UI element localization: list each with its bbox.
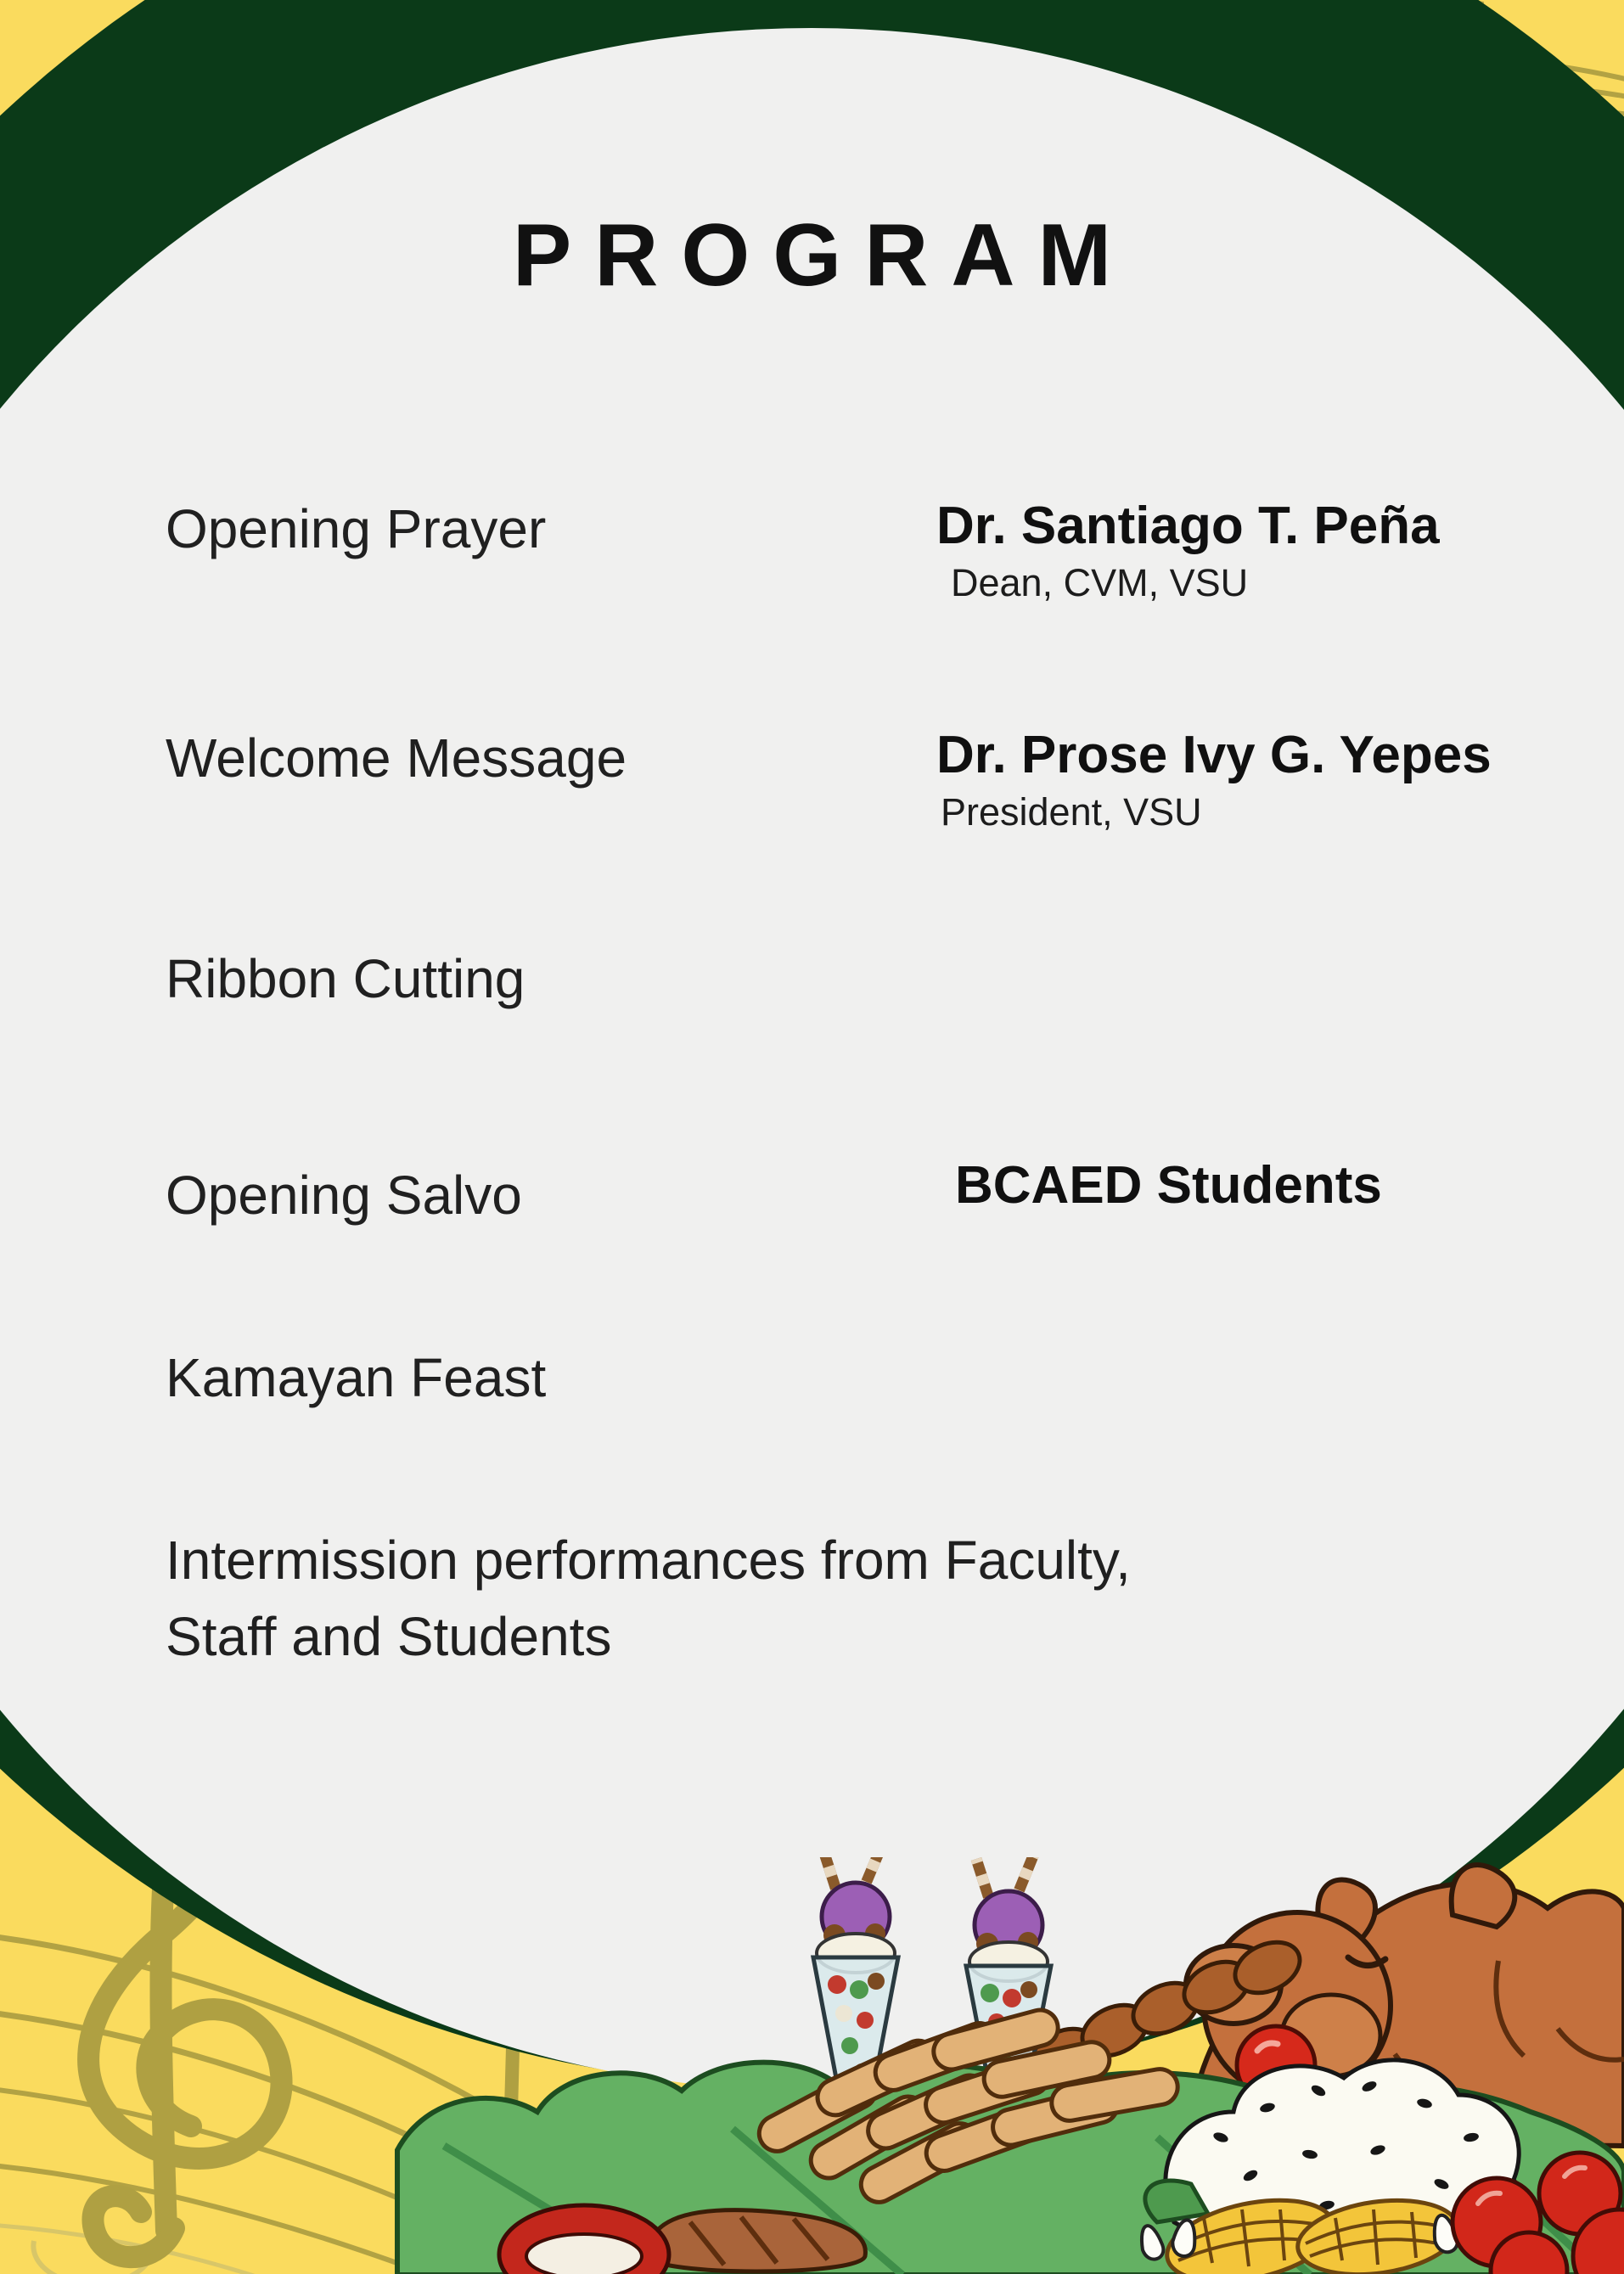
program-item-label: Kamayan Feast xyxy=(166,1347,547,1408)
program-panel xyxy=(0,28,1624,2091)
kamayan-food-illustration xyxy=(393,1857,1624,2274)
program-item-label-line2: Staff and Students xyxy=(166,1606,612,1667)
program-item-role: Dean, CVM, VSU xyxy=(951,561,1249,604)
program-item-label: Ribbon Cutting xyxy=(166,948,525,1009)
program-item-presenter: Dr. Prose Ivy G. Yepes xyxy=(936,726,1492,784)
program-item-label: Opening Salvo xyxy=(166,1165,522,1226)
page-title: PROGRAM xyxy=(512,206,1135,305)
program-item-label-line1: Intermission performances from Faculty, xyxy=(166,1530,1131,1591)
program-item-label: Welcome Message xyxy=(166,727,627,789)
program-item-role: President, VSU xyxy=(941,790,1202,834)
program-item-presenter: BCAED Students xyxy=(955,1156,1382,1215)
program-item-label: Opening Prayer xyxy=(166,498,547,559)
program-item-presenter: Dr. Santiago T. Peña xyxy=(936,497,1440,555)
